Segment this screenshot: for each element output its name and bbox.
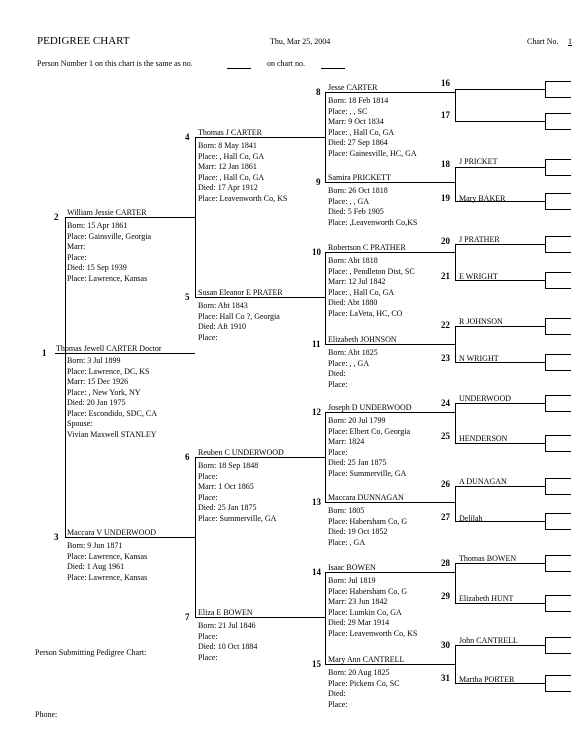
person-number: 10 xyxy=(312,247,321,257)
line-g6-h xyxy=(545,209,571,210)
gen5-number: 18 xyxy=(441,159,450,169)
same-as-blank xyxy=(227,68,251,69)
person-name: Elizabeth JOHNSON xyxy=(328,335,397,344)
line-g6-i xyxy=(545,236,571,237)
person-name: Isaac BOWEN xyxy=(328,563,376,572)
chart-date: Thu, Mar 25, 2004 xyxy=(270,37,331,46)
person-number: 9 xyxy=(316,177,321,187)
bracket-g6-19 xyxy=(545,193,546,209)
line-g6-c xyxy=(545,113,571,114)
bracket-p10-p11 xyxy=(325,252,326,344)
gen5-number: 20 xyxy=(441,236,450,246)
line-g6-d xyxy=(545,129,571,130)
bracket-26-27 xyxy=(455,486,456,521)
person-details: Born: 9 Jun 1871 Place: Lawrence, Kansas Died: 1 Aug 1961 Place: Lawrence, Kansas xyxy=(67,541,148,582)
bracket-g6-20 xyxy=(545,236,546,252)
person-details: Born: Abt 1818 Place: , Pendleton Dist, SC Marr: 12 Jul 1842 Place: , Hall Co, GA Died: Abt 1880 Place: LaVeta, HC, CO xyxy=(328,256,415,318)
line-g6-v xyxy=(545,494,571,495)
gen5-name: J PRATHER xyxy=(459,235,500,244)
line-g6-e xyxy=(545,159,571,160)
gen5-name: Mary BAKER xyxy=(459,194,506,203)
person-name: Jesse CARTER xyxy=(328,83,378,92)
person-number: 14 xyxy=(312,567,321,577)
person-name: Mary Ann CANTRELL xyxy=(328,655,405,664)
line-g6-n xyxy=(545,334,571,335)
line-g6-j xyxy=(545,252,571,253)
bracket-28-29 xyxy=(455,563,456,603)
person-details: Born: 15 Apr 1861 Place: Gainsville, Georgia Marr: Place: Died: 15 Sep 1939 Place: Lawrence, Kansas xyxy=(67,221,152,283)
gen5-number: 21 xyxy=(441,271,450,281)
bracket-20-21 xyxy=(455,244,456,280)
person-details: Born: 18 Sep 1848 Place: Marr: 1 Oct 1865 Place: Died: 25 Jan 1875 Place: Summerville, GA xyxy=(198,461,277,523)
line-g6-aa xyxy=(545,595,571,596)
line-g17 xyxy=(455,121,545,122)
gen5-number: 30 xyxy=(441,640,450,650)
gen5-name: Delilah xyxy=(459,514,483,523)
line-g6-w xyxy=(545,513,571,514)
gen5-name: N WRIGHT xyxy=(459,354,499,363)
phone-label: Phone: xyxy=(35,710,58,719)
line-g6-s xyxy=(545,435,571,436)
person-details: Born: 3 Jul 1899 Place: Lawrence, DC, KS Marr: 15 Dec 1926 Place: , New York, NY Died: 20 Jan 1975 Place: Escondido, SDC, CA Spouse: Vivian Maxwell STANLEY xyxy=(67,356,157,439)
person-number: 12 xyxy=(312,407,321,417)
line-g6-y xyxy=(545,555,571,556)
line-g6-k xyxy=(545,272,571,273)
gen5-name: Thomas BOWEN xyxy=(459,554,517,563)
gen5-number: 22 xyxy=(441,320,450,330)
person-name: Susan Eleanor E PRATER xyxy=(198,288,283,297)
line-g6-ae xyxy=(545,675,571,676)
bracket-g6-29 xyxy=(545,595,546,611)
bracket-p8-p9 xyxy=(325,92,326,182)
gen5-name: J PRICKET xyxy=(459,157,498,166)
line-g6-b xyxy=(545,97,571,98)
bracket-24-25 xyxy=(455,403,456,443)
bracket-p6-p7 xyxy=(195,457,196,617)
bracket-g6-22 xyxy=(545,318,546,334)
person-details: Born: 20 Aug 1825 Place: Pickens Co, SC Died: Place: xyxy=(328,668,400,709)
gen5-name: E WRIGHT xyxy=(459,272,498,281)
bracket-g6-24 xyxy=(545,395,546,411)
person-details: Born: Abt 1843 Place: Hall Co ?, Georgia Died: Aft 1910 Place: xyxy=(198,301,280,342)
gen5-name: UNDERWOOD xyxy=(459,394,511,403)
chart-no: 1 xyxy=(568,37,572,46)
bracket-p2-p3 xyxy=(65,217,66,537)
line-g6-g xyxy=(545,193,571,194)
person-name: Reuben C UNDERWOOD xyxy=(198,448,284,457)
bracket-g6-16 xyxy=(545,81,546,97)
bracket-p12-p13 xyxy=(325,412,326,502)
line-g6-l xyxy=(545,288,571,289)
person-name: Thomas Jewell CARTER Doctor xyxy=(56,344,162,353)
line-g6-u xyxy=(545,478,571,479)
person-details: Born: 26 Oct 1818 Place: , , GA Died: 5 Feb 1905 Place: ,Leavenworth Co,KS xyxy=(328,186,418,227)
bracket-g6-27 xyxy=(545,513,546,529)
line-g6-p xyxy=(545,370,571,371)
line-g6-ad xyxy=(545,653,571,654)
gen5-name: A DUNAGAN xyxy=(459,477,507,486)
line-g6-ab xyxy=(545,611,571,612)
on-chart-label: on chart no. xyxy=(267,59,305,68)
person-details: Born: 8 May 1841 Place: , Hall Co, GA Marr: 12 Jan 1861 Place: , Hall Co, GA Died: 17 Apr 1912 Place: Leavenworth Co, KS xyxy=(198,141,288,203)
person-number: 1 xyxy=(42,348,47,358)
gen5-number: 23 xyxy=(441,353,450,363)
gen5-number: 16 xyxy=(441,78,450,88)
gen5-number: 29 xyxy=(441,591,450,601)
person-number: 5 xyxy=(185,292,190,302)
person-name: Eliza E BOWEN xyxy=(198,608,253,617)
person-number: 15 xyxy=(312,659,321,669)
bracket-g6-18 xyxy=(545,159,546,175)
person-number: 2 xyxy=(54,212,59,222)
bracket-g6-23 xyxy=(545,354,546,370)
bracket-22-23 xyxy=(455,326,456,362)
bracket-g6-25 xyxy=(545,435,546,451)
person-name: Robertson C PRATHER xyxy=(328,243,406,252)
person-name: William Jessie CARTER xyxy=(67,208,147,217)
bracket-30-31 xyxy=(455,645,456,683)
chart-title: PEDIGREE CHART xyxy=(37,35,130,47)
gen5-number: 27 xyxy=(441,512,450,522)
bracket-g6-31 xyxy=(545,675,546,691)
bracket-g6-17 xyxy=(545,113,546,129)
line-g6-ac xyxy=(545,637,571,638)
gen5-number: 28 xyxy=(441,558,450,568)
bracket-g6-28 xyxy=(545,555,546,571)
submitter-label: Person Submitting Pedigree Chart: xyxy=(35,648,147,657)
person-name: Maccara DUNNAGAN xyxy=(328,493,404,502)
person-number: 7 xyxy=(185,612,190,622)
person-number: 6 xyxy=(185,452,190,462)
gen5-number: 19 xyxy=(441,193,450,203)
chart-no-label: Chart No. xyxy=(527,37,559,46)
line-g6-q xyxy=(545,395,571,396)
bracket-16-17 xyxy=(455,89,456,121)
person-details: Born: Jul 1819 Place: Habersham Co, G Marr: 23 Jun 1842 Place: Lumkin Co, GA Died: 29 Mar 1914 Place: Leavenworth Co, KS xyxy=(328,576,418,638)
gen5-number: 31 xyxy=(441,673,450,683)
gen5-number: 26 xyxy=(441,479,450,489)
line-g6-o xyxy=(545,354,571,355)
line-g6-m xyxy=(545,318,571,319)
gen5-name: R JOHNSON xyxy=(459,317,503,326)
line-g6-t xyxy=(545,451,571,452)
line-g6-a xyxy=(545,81,571,82)
line-g18 xyxy=(455,167,545,168)
person-details: Born: 21 Jul 1846 Place: Died: 10 Oct 1884 Place: xyxy=(198,621,258,662)
on-chart-blank xyxy=(321,68,345,69)
bracket-18-19 xyxy=(455,167,456,201)
person-same-label: Person Number 1 on this chart is the same as no. xyxy=(37,59,193,68)
person-number: 13 xyxy=(312,497,321,507)
person-name: Maccara V UNDERWOOD xyxy=(67,528,157,537)
line-g6-z xyxy=(545,571,571,572)
line-g6-r xyxy=(545,411,571,412)
gen5-name: John CANTRELL xyxy=(459,636,518,645)
gen5-name: Martha PORTER xyxy=(459,675,515,684)
person-name: Samira PRICKETT xyxy=(328,173,391,182)
person-details: Born: 18 Feb 1814 Place: , , SC Marr: 9 Oct 1834 Place: , Hall Co, GA Died: 27 Sep 1864 Place: Gainesville, HC, GA xyxy=(328,96,417,158)
bracket-g6-21 xyxy=(545,272,546,288)
line-g6-x xyxy=(545,529,571,530)
line-g6-f xyxy=(545,175,571,176)
bracket-g6-26 xyxy=(545,478,546,494)
bracket-g6-30 xyxy=(545,637,546,653)
bracket-p4-p5 xyxy=(195,137,196,297)
person-name: Thomas J CARTER xyxy=(198,128,262,137)
gen5-number: 25 xyxy=(441,431,450,441)
person-number: 11 xyxy=(312,339,321,349)
person-details: Born: Abt 1825 Place: , , GA Died: Place: xyxy=(328,348,378,389)
person-details: Born: 1805 Place: Habersham Co, G Died: 19 Oct 1852 Place: , GA xyxy=(328,506,408,547)
gen5-number: 24 xyxy=(441,398,450,408)
gen5-name: HENDERSON xyxy=(459,434,508,443)
gen5-name: Elizabeth HUNT xyxy=(459,594,514,603)
line-g16 xyxy=(455,89,545,90)
person-name: Joseph D UNDERWOOD xyxy=(328,403,412,412)
person-number: 8 xyxy=(316,87,321,97)
gen5-number: 17 xyxy=(441,110,450,120)
bracket-p14-p15 xyxy=(325,572,326,664)
line-g6-af xyxy=(545,691,571,692)
person-number: 3 xyxy=(54,532,59,542)
person-details: Born: 20 Jul 1799 Place: Elbert Co, Georgia Marr: 1824 Place: Died: 25 Jan 1875 Place: Summerville, GA xyxy=(328,416,411,478)
person-number: 4 xyxy=(185,132,190,142)
